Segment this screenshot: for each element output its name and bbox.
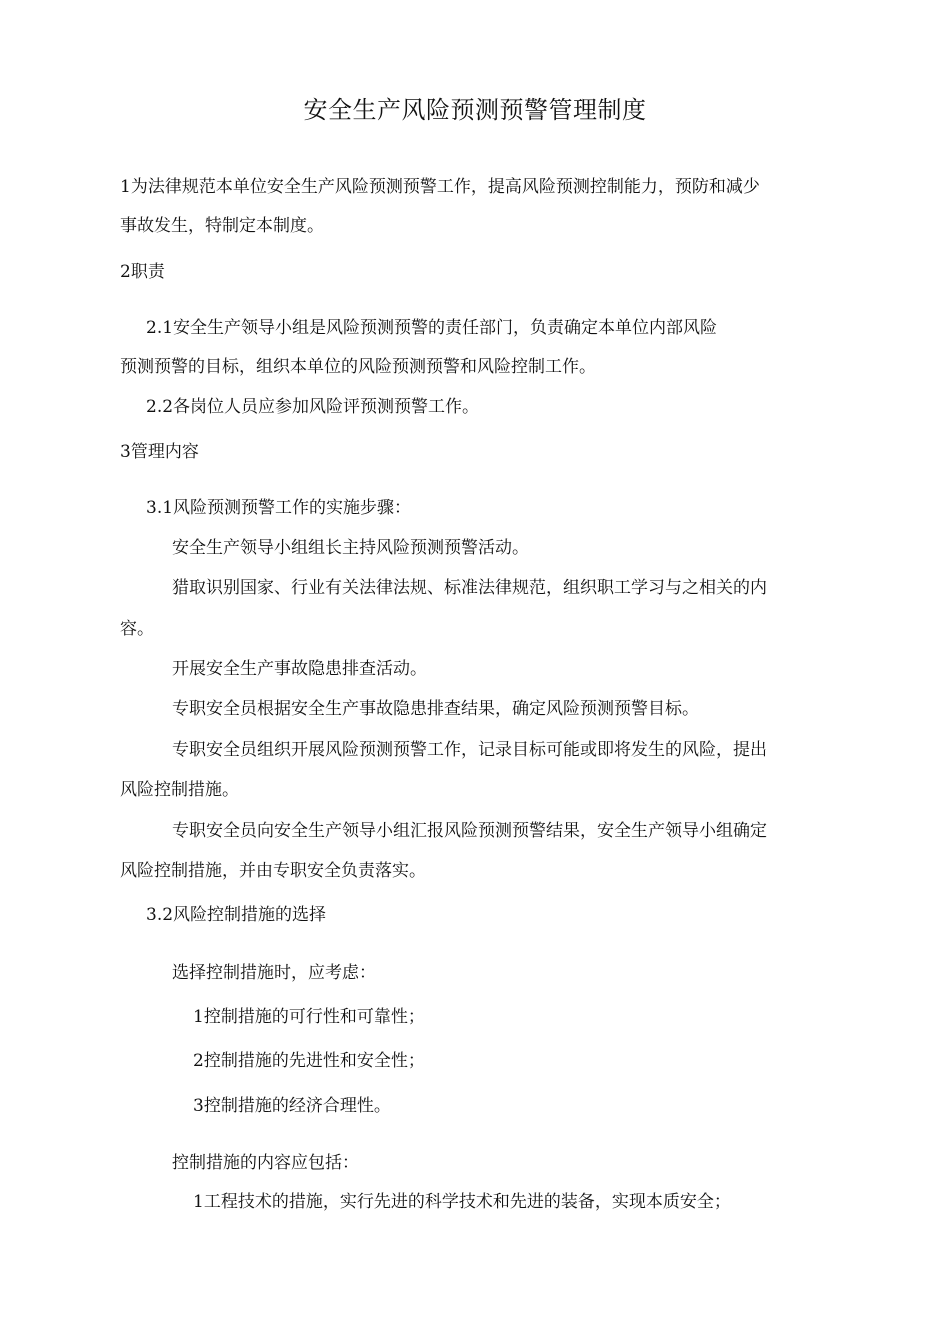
paragraph-line: 容。 (120, 619, 154, 639)
paragraph-line: 预测预警的目标，组织本单位的风险预测预警和风险控制工作。 (120, 357, 596, 377)
list-item: 1工程技术的措施，实行先进的科学技术和先进的装备，实现本质安全； (193, 1192, 731, 1212)
paragraph-line: 风险控制措施。 (120, 780, 239, 800)
section-heading: 2职责 (120, 262, 165, 282)
paragraph-line: 安全生产领导小组组长主持风险预测预警活动。 (172, 538, 529, 558)
subsection-heading: 3.1风险预测预警工作的实施步骤： (146, 498, 412, 518)
paragraph-line: 风险控制措施，并由专职安全负责落实。 (120, 861, 426, 881)
section-heading: 3管理内容 (120, 442, 199, 462)
document-title: 安全生产风险预测预警管理制度 (303, 96, 647, 124)
paragraph-line: 事故发生，特制定本制度。 (120, 216, 324, 236)
list-item: 1控制措施的可行性和可靠性； (193, 1007, 425, 1027)
list-item: 3控制措施的经济合理性。 (193, 1096, 391, 1116)
paragraph-line: 控制措施的内容应包括： (172, 1153, 359, 1173)
list-item: 2控制措施的先进性和安全性； (193, 1051, 425, 1071)
paragraph-line: 2.1安全生产领导小组是风险预测预警的责任部门，负责确定本单位内部风险 (146, 318, 718, 338)
paragraph-line: 1为法律规范本单位安全生产风险预测预警工作，提高风险预测控制能力，预防和减少 (120, 177, 760, 197)
subsection-heading: 3.2风险控制措施的选择 (146, 905, 327, 925)
paragraph-line: 开展安全生产事故隐患排查活动。 (172, 659, 427, 679)
paragraph-line: 选择控制措施时，应考虑： (172, 963, 376, 983)
paragraph-line: 专职安全员组织开展风险预测预警工作，记录目标可能或即将发生的风险，提出 (172, 740, 767, 760)
paragraph-line: 专职安全员根据安全生产事故隐患排查结果，确定风险预测预警目标。 (172, 699, 699, 719)
paragraph-line: 猎取识别国家、行业有关法律法规、标准法律规范，组织职工学习与之相关的内 (172, 578, 767, 598)
paragraph-line: 2.2各岗位人员应参加风险评预测预警工作。 (146, 397, 480, 417)
paragraph-line: 专职安全员向安全生产领导小组汇报风险预测预警结果，安全生产领导小组确定 (172, 821, 767, 841)
